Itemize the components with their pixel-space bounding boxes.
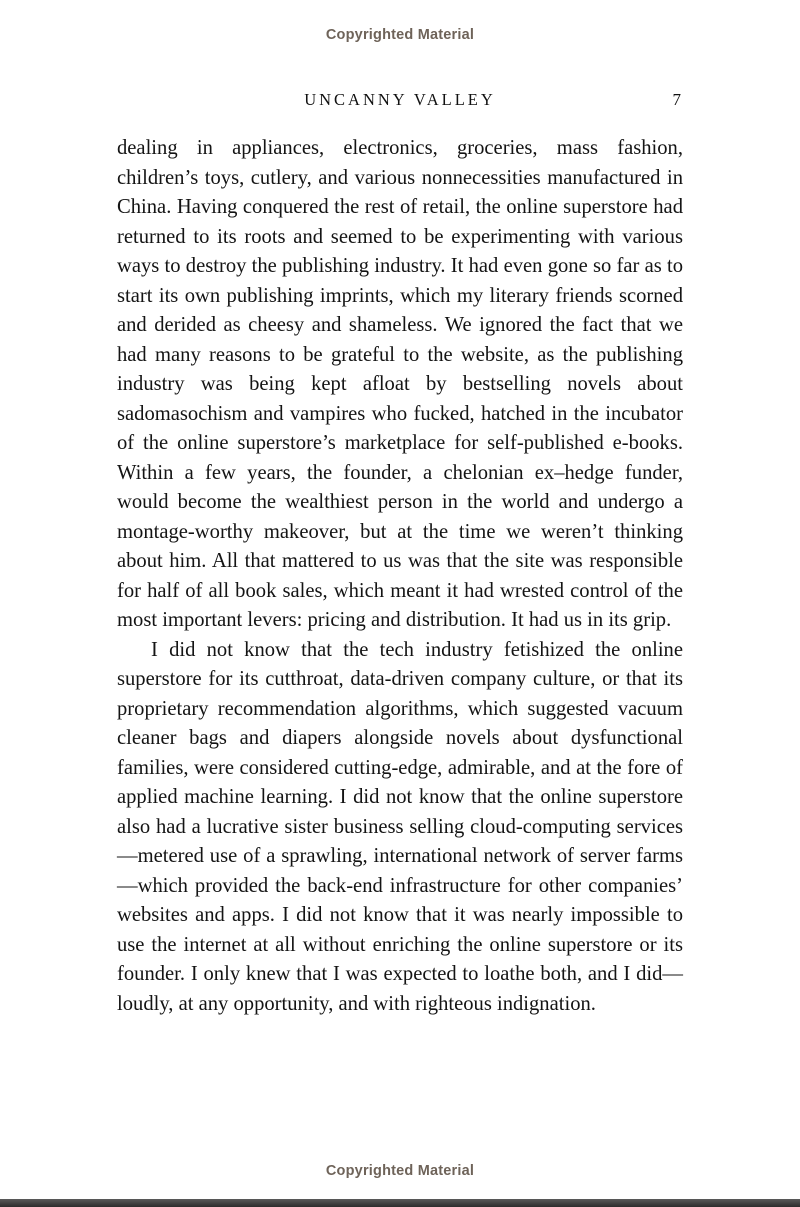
copyright-notice-bottom: Copyrighted Material: [325, 1163, 475, 1179]
copyright-notice-top: Copyrighted Material: [325, 27, 475, 43]
paragraph: dealing in appliances, electronics, groceries, mass fashion, children’s toys, cutlery, and various nonnecessities manufactured in China. Having conquered the rest of retail, the online superstore had returned to its roots and seemed to be experimenting with various ways to destroy the publishing industry. It had even gone so far as to start its own publishing imprints, which my literary friends scorned and derided as cheesy and shameless. We ignored the fact that we had many reasons to be grateful to the website, as the publishing industry was being kept afloat by bestselling novels about sadomasochism and vampires who fucked, hatched in the incubator of the online superstore’s marketplace for self-published e-books. Within a few years, the founder, a chelonian ex–hedge funder, would become the wealthiest person in the world and undergo a montage-worthy makeover, but at the time we weren’t thinking about him. All that mattered to us was that the site was responsible for half of all book sales, which meant it had wrested control of the most important levers: pricing and distribution. It had us in its grip.: [117, 137, 683, 631]
running-head-title: UNCANNY VALLEY: [304, 90, 496, 109]
page-header: [117, 90, 683, 110]
page-number: 7: [672, 90, 681, 109]
paragraph: I did not know that the tech industry fetishized the online superstore for its cutthroat, data-driven company culture, or that its proprietary recommendation algorithms, which suggested vacuum cleaner bags and diapers alongside novels about dysfunctional families, were considered cutting-edge, admirable, and at the fore of applied machine learning. I did not know that the online superstore also had a lucrative sister business selling cloud-computing services—metered use of a sprawling, international network of server farms—which provided the back-end infrastructure for other companies’ websites and apps. I did not know that it was nearly impossible to use the internet at all without enriching the online superstore or its founder. I only knew that I was expected to loathe both, and I did—loudly, at any opportunity, and with righteous indignation.: [117, 638, 683, 1015]
page-scan-edge: [0, 1199, 800, 1207]
body-text-block: [117, 134, 683, 1019]
